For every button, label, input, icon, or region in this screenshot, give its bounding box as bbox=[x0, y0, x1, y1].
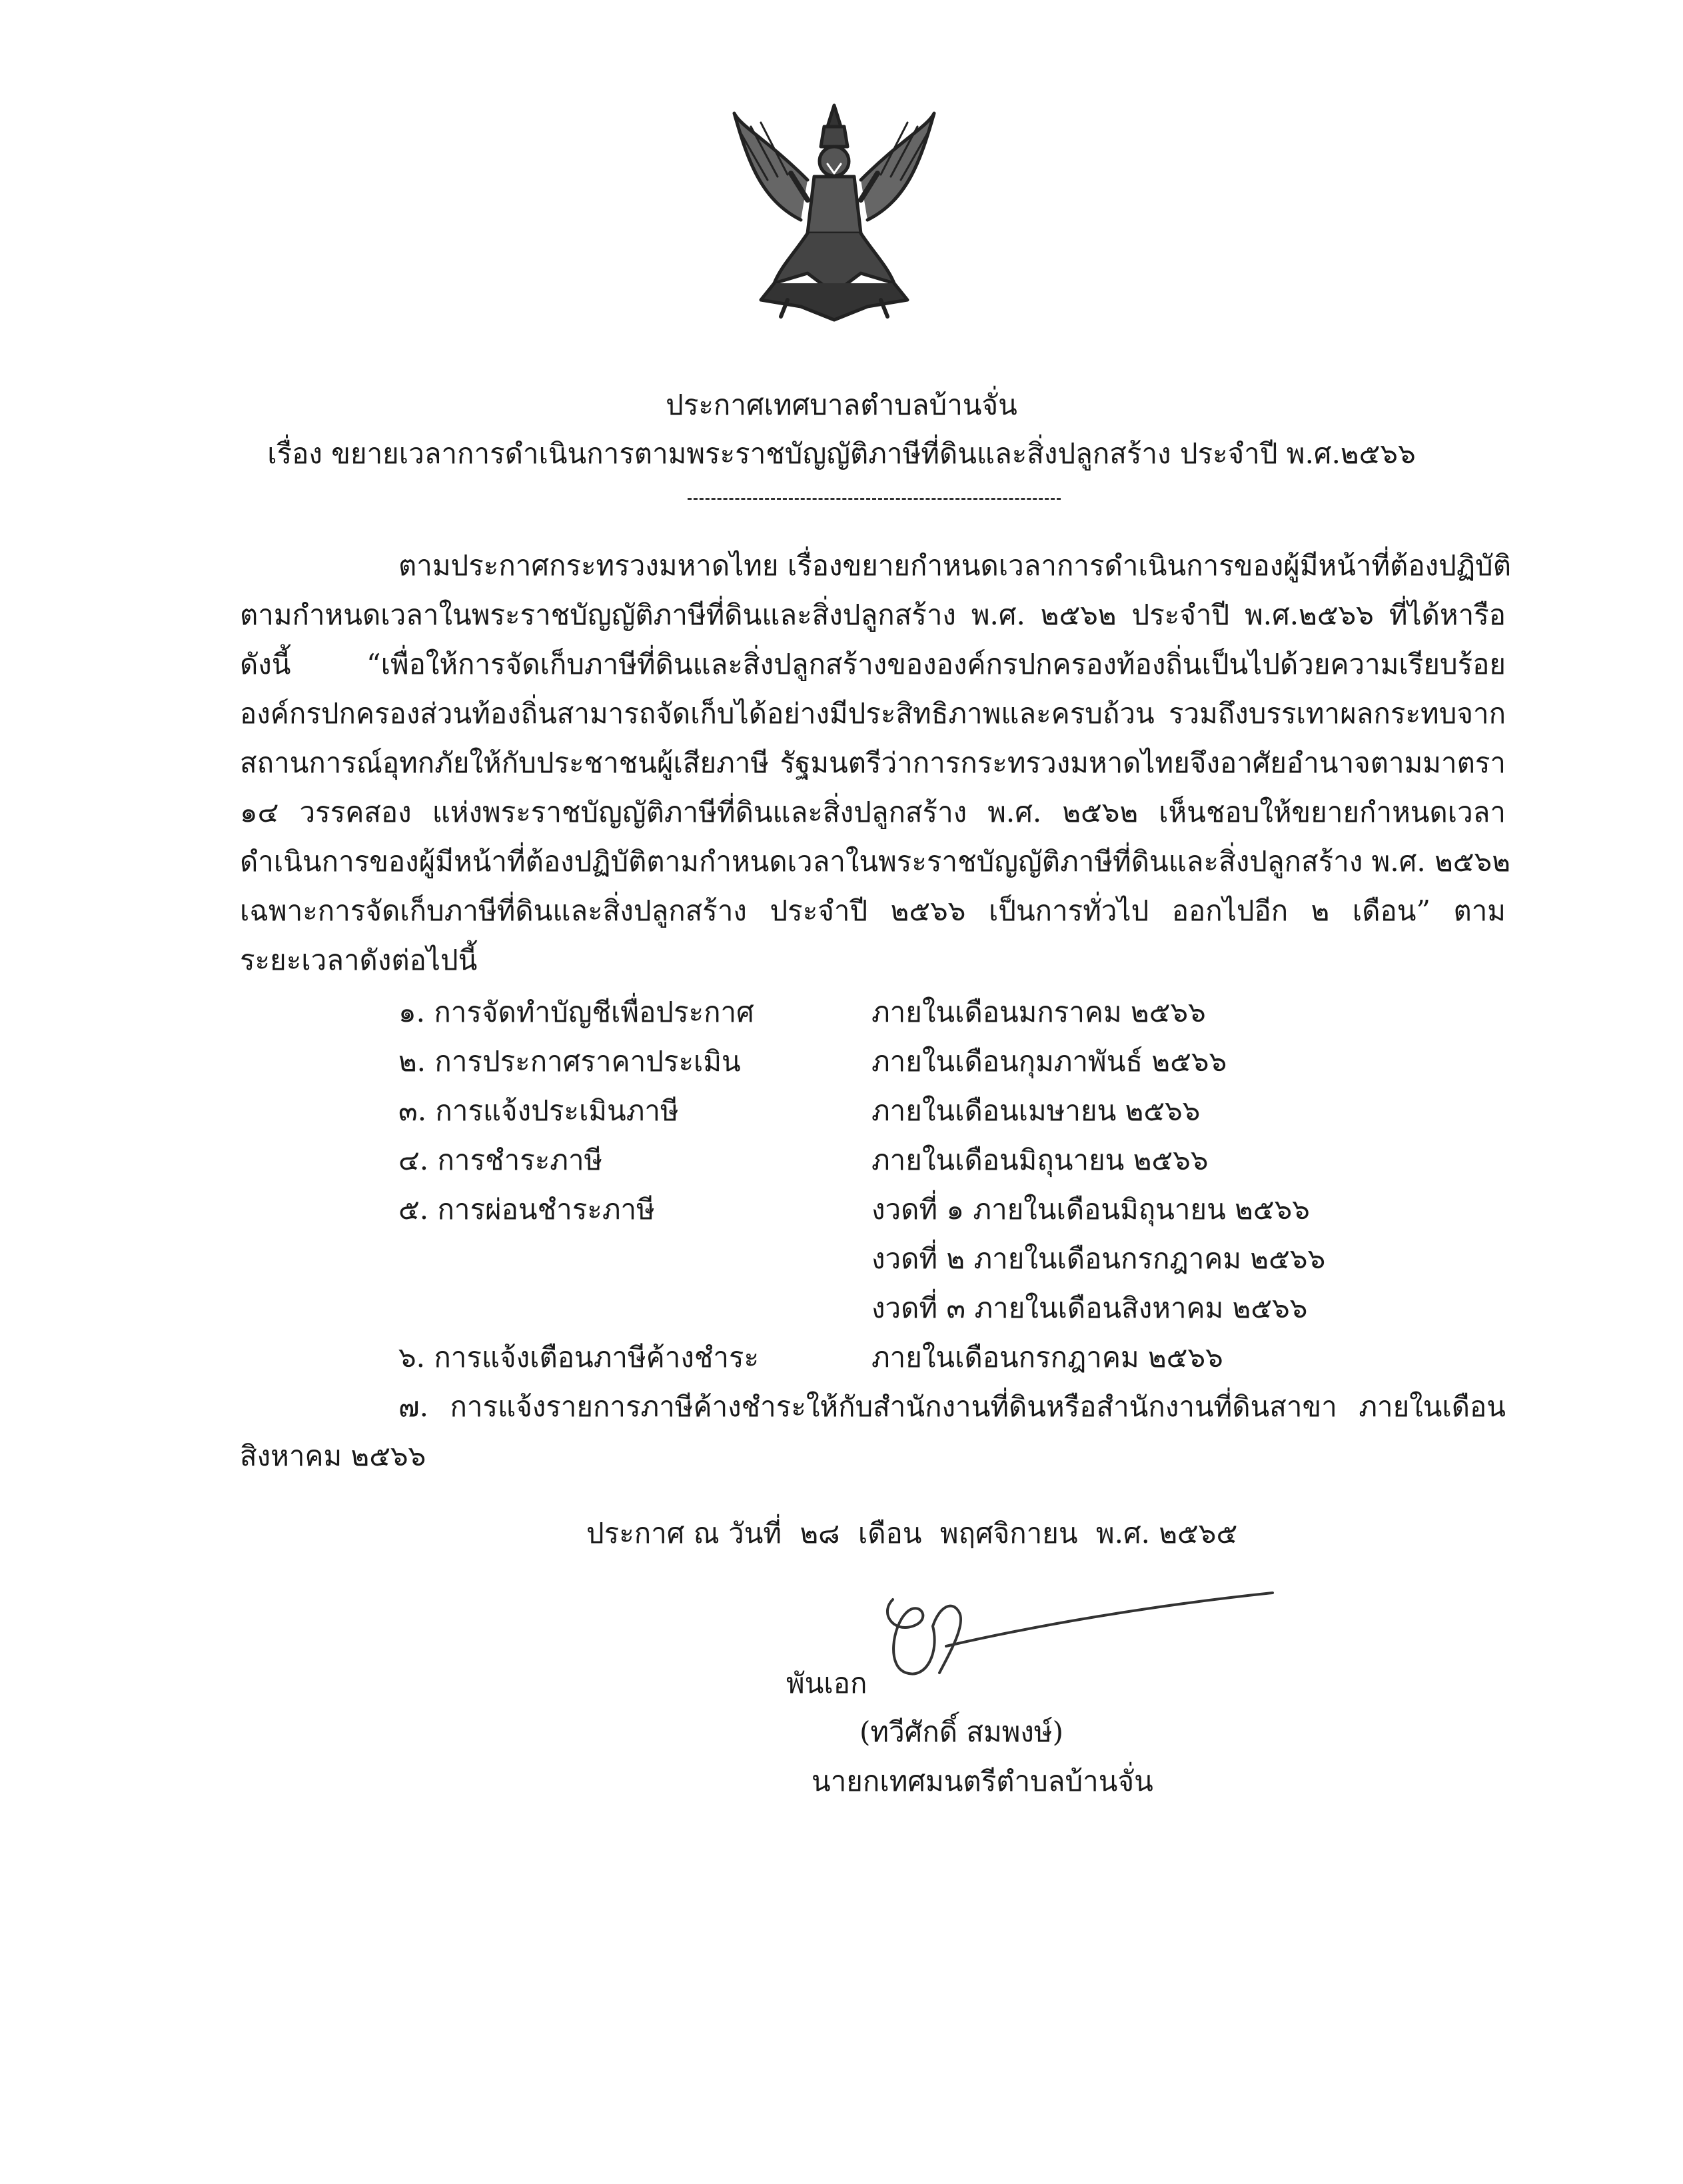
schedule-item-deadline: งวดที่ ๒ ภายในเดือนกรกฎาคม ๒๕๖๖ bbox=[871, 1242, 1326, 1275]
schedule-item-deadline: ภายในเดือนเมษายน ๒๕๖๖ bbox=[871, 1094, 1201, 1127]
signer-position: นายกเทศมนตรีตำบลบ้านจั่น bbox=[812, 1765, 1153, 1797]
main-paragraph bbox=[240, 541, 1511, 985]
paragraph-line: ตามประกาศกระทรวงมหาดไทย เรื่องขยายกำหนดเวลาการดำเนินการของผู้มีหน้าที่ต้องปฏิบัติ bbox=[398, 549, 1511, 582]
title-divider bbox=[688, 498, 1061, 500]
schedule-item-deadline: งวดที่ ๓ ภายในเดือนสิงหาคม ๒๕๖๖ bbox=[871, 1292, 1308, 1324]
paragraph-line: ตามกำหนดเวลาในพระราชบัญญัติภาษีที่ดินและสิ่งปลูกสร้าง พ.ศ. ๒๕๖๒ ประจำปี พ.ศ.๒๕๖๖ ที่ได้หารือ bbox=[240, 598, 1506, 631]
signer-rank: พันเอก bbox=[786, 1667, 867, 1699]
announcement-subject: เรื่อง ขยายเวลาการดำเนินการตามพระราชบัญญัติภาษีที่ดินและสิ่งปลูกสร้าง ประจำปี พ.ศ.๒๕๖๖ bbox=[267, 437, 1416, 470]
announce-year: พ.ศ. ๒๕๖๕ bbox=[1095, 1517, 1238, 1550]
schedule-item-label: ๒. การประกาศราคาประเมิน bbox=[398, 1045, 741, 1078]
schedule-item-deadline: งวดที่ ๑ ภายในเดือนมิถุนายน ๒๕๖๖ bbox=[871, 1193, 1310, 1226]
schedule-item-deadline: ภายในเดือนกุมภาพันธ์ ๒๕๖๖ bbox=[871, 1045, 1227, 1078]
announce-day: ๒๘ bbox=[800, 1517, 840, 1550]
paragraph-line: ระยะเวลาดังต่อไปนี้ bbox=[240, 944, 478, 976]
schedule-item-label: ๕. การผ่อนชำระภาษี bbox=[398, 1193, 655, 1226]
announcement-date bbox=[586, 1512, 1247, 1556]
garuda-emblem-icon bbox=[728, 100, 941, 327]
paragraph-line: สถานการณ์อุทกภัยให้กับประชาชนผู้เสียภาษี รัฐมนตรีว่าการกระทรวงมหาดไทยจึงอาศัยอำนาจตามมาตรา bbox=[240, 746, 1506, 779]
paragraph-line: ดำเนินการของผู้มีหน้าที่ต้องปฏิบัติตามกำหนดเวลาในพระราชบัญญัติภาษีที่ดินและสิ่งปลูกสร้าง พ.ศ. ๒๕๖๒ bbox=[240, 845, 1510, 878]
item7-line: ๗. การแจ้งรายการภาษีค้างชำระให้กับสำนักงานที่ดินหรือสำนักงานที่ดินสาขา ภายในเดือน bbox=[398, 1390, 1506, 1423]
schedule-item-label: ๖. การแจ้งเตือนภาษีค้างชำระ bbox=[398, 1341, 760, 1374]
schedule-item-7 bbox=[240, 1382, 1506, 1481]
paragraph-line: องค์กรปกครองส่วนท้องถิ่นสามารถจัดเก็บได้อย่างมีประสิทธิภาพและครบถ้วน รวมถึงบรรเทาผลกระทบจาก bbox=[240, 697, 1506, 730]
paragraph-line: เฉพาะการจัดเก็บภาษีที่ดินและสิ่งปลูกสร้าง ประจำปี ๒๕๖๖ เป็นการทั่วไป ออกไปอีก ๒ เดือน” ตาม bbox=[240, 894, 1506, 927]
paragraph-line: ๑๔ วรรคสอง แห่งพระราชบัญญัติภาษีที่ดินและสิ่งปลูกสร้าง พ.ศ. ๒๕๖๒ เห็นชอบให้ขยายกำหนดเวลา bbox=[240, 796, 1506, 828]
signature-icon bbox=[866, 1586, 1279, 1686]
item7-line: สิงหาคม ๒๕๖๖ bbox=[240, 1440, 426, 1472]
announce-prefix: ประกาศ ณ วันที่ bbox=[586, 1517, 782, 1550]
announcement-title: ประกาศเทศบาลตำบลบ้านจั่น bbox=[666, 389, 1017, 421]
announce-month: พฤศจิกายน bbox=[939, 1517, 1078, 1550]
schedule-item-label: ๑. การจัดทำบัญชีเพื่อประกาศ bbox=[398, 996, 754, 1028]
schedule-item-deadline: ภายในเดือนมกราคม ๒๕๖๖ bbox=[871, 996, 1206, 1028]
schedule-item-label: ๔. การชำระภาษี bbox=[398, 1144, 603, 1176]
schedule-item-label: ๓. การแจ้งประเมินภาษี bbox=[398, 1094, 679, 1127]
schedule-item-deadline: ภายในเดือนกรกฎาคม ๒๕๖๖ bbox=[871, 1341, 1223, 1374]
schedule-item-deadline: ภายในเดือนมิถุนายน ๒๕๖๖ bbox=[871, 1144, 1209, 1176]
paragraph-line: ดังนี้ “เพื่อให้การจัดเก็บภาษีที่ดินและสิ่งปลูกสร้างขององค์กรปกครองท้องถิ่นเป็นไปด้วยความเรียบร้อย bbox=[240, 648, 1506, 680]
announce-month-label: เดือน bbox=[857, 1517, 922, 1550]
signer-name: (ทวีศักดิ์ สมพงษ์) bbox=[859, 1715, 1063, 1748]
